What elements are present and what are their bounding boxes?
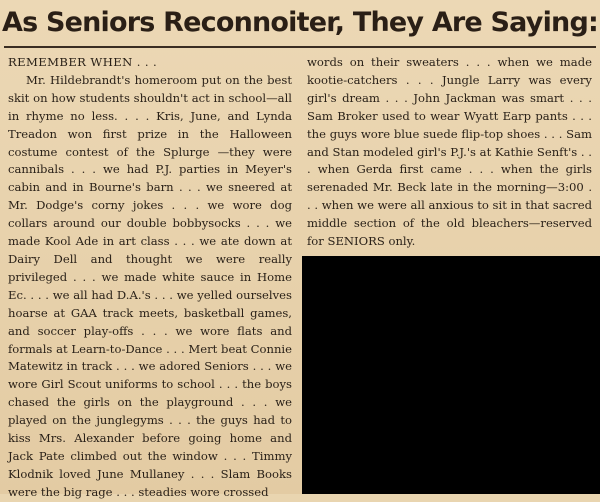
headline-rule	[4, 46, 596, 48]
left-column-body: Mr. Hildebrandt's homeroom put on the best skit on how students shouldn't act in school—all in rhyme no less. . . . Kris, June, and Lynda Treadon won first prize in the Halloween costume contest of the Splurge —they were cannibals . . . we had P.J. parties in Meyer's cabin and in Bourne's barn . . . we sneered at Mr. Dodge's corny jokes . . . we wore dog collars around our double bobbysocks . . . we made Kool Ade in art class . . . we ate down at Dairy Dell and thought we were really privileged . . . we made white sauce in Home Ec. . . . we all had D.A.'s . . . we yelled ourselves hoarse at GAA track meets, basketball games, and soccer play-offs . . . we wore flats and formals at Learn-to-Dance . . . Mert beat Connie Matewitz in track . . . we adored Seniors . . . we wore Girl Scout uniforms to school . . . the boys chased the girls on the playground . . . we played on the junglegyms . . . the guys had to kiss Mrs. Alexander before going home and Jack Pate climbed out the window . . . Timmy Klodnik loved June Mullaney . . . Slam Books were the big rage . . . steadies wore crossed	[8, 72, 292, 499]
right-column	[307, 54, 592, 251]
kicker: REMEMBER WHEN . . .	[8, 55, 158, 69]
right-column-body: words on their sweaters . . . when we made kootie-catchers . . . Jungle Larry was every girl's dream . . . John Jackman was smart . . . Sam Broker used to wear Wyatt Earp pants . . . the guys wore blue suede flip-top shoes . . . Sam and Stan modeled girl's P.J.'s at Kathie Senft's . . . when Gerda first came . . . when the girls serenaded Mr. Beck late in the morning—3:00 . . . when we were all anxious to sit in that sacred middle section of the old bleachers—reserved for SENIORS only.	[307, 55, 592, 249]
headline: As Seniors Reconnoiter, They Are Saying:	[2, 7, 598, 38]
left-column	[8, 54, 292, 502]
blank-region	[302, 256, 600, 494]
